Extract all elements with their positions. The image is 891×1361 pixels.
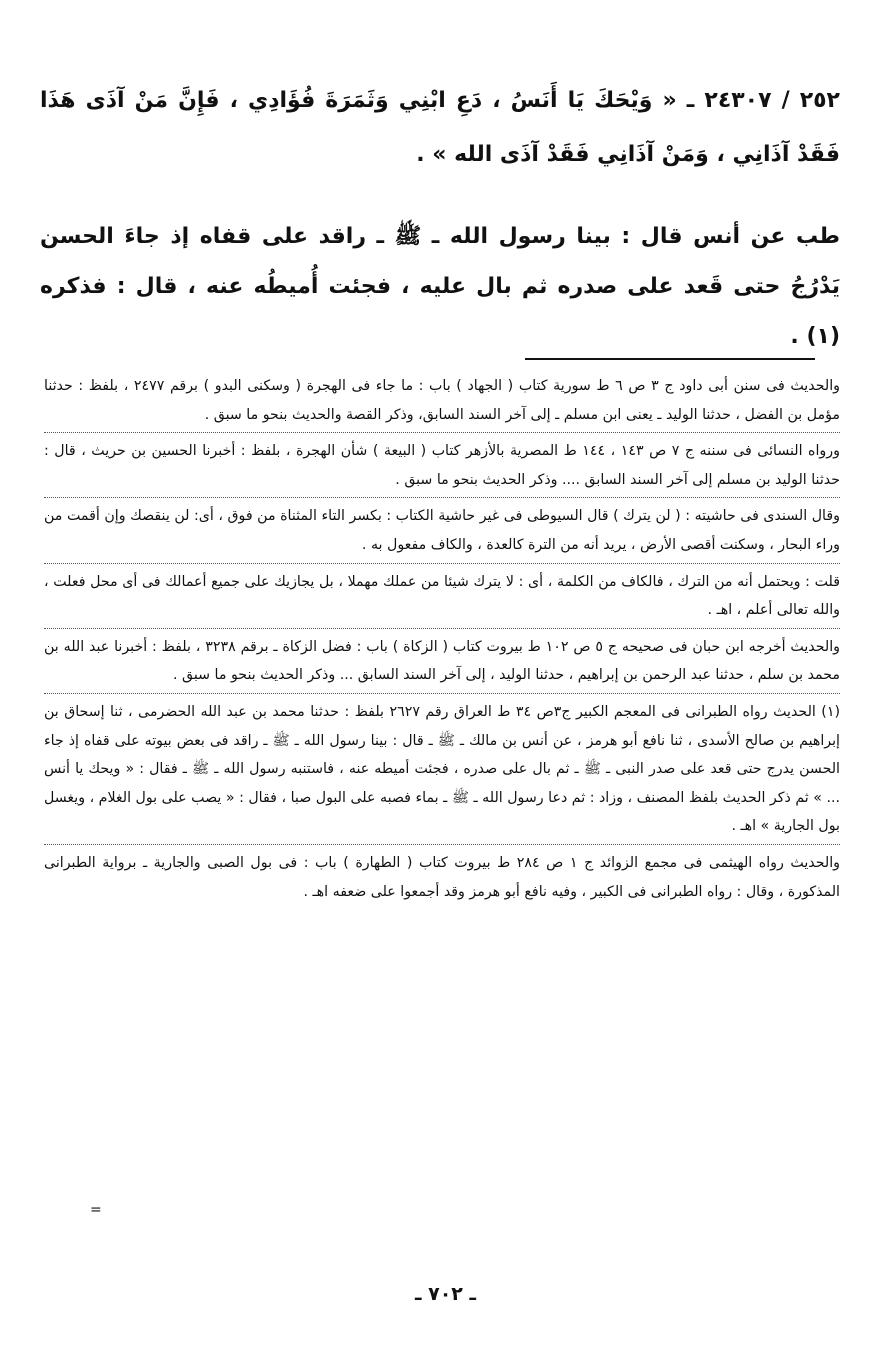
footnote-rule <box>525 358 815 360</box>
footnote-paragraph: والحديث فى سنن أبى داود ج ٣ ص ٦ ط سورية كتاب ( الجهاد ) باب : ما جاء فى الهجرة ( وسكنى البدو ) برقم ٢٤٧٧ ، بلفظ : حدثنا مؤمل بن الفضل ، حدثنا الوليد ـ يعنى ابن مسلم ـ إلى آخر السند السابق، وذكر القصة والحديث بنحو ما سبق . <box>44 378 840 423</box>
hadith-narration: طب عن أنس قال : بينا رسول الله ـ ﷺ ـ راقد على قفاه إذ جاءَ الحسن يَدْرُجُ حتى قَعد على صدره ثم بال عليه ، فجئت أُميطُه عنه ، قال : فذكره (١) . <box>40 224 840 349</box>
footnote-1: (١) الحديث رواه الطبرانى فى المعجم الكبير ج٣ص ٣٤ ط العراق رقم ٢٦٢٧ بلفظ : حدثنا محمد بن عبد الله الحضرمى ، ثنا إسحاق بن إبراهيم بن صالح الأسدى ، ثنا نافع أبو هرمز ، عن أنس بن مالك ـ ﷺ ـ قال : بينا رسول الله ـ ﷺ ـ راقد فى بعض بيوته على قفاه إذ جاء الحسن يدرج حتى قعد على صدر النبى ـ ﷺ ـ ثم بال على صدره ، فجئت أميطه عنه ، فاستنبه رسول الله ـ ﷺ ـ فقال : « ويحك يا أنس ... » ثم ذكر الحديث بلفظ المصنف ، وزاد : ثم دعا رسول الله ـ ﷺ ـ بماء فصبه على البول صبا ، فقال : « يصب على بول الغلام ، ويغسل بول الجارية » اهـ . <box>44 703 841 835</box>
hadith-text: ٢٥٢ / ٢٤٣٠٧ ـ « وَيْحَكَ يَا أَنَسُ ، دَعِ ابْنِي وَثَمَرَةَ فُؤَادِي ، فَإِنَّ مَنْ آذَى هَذَا فَقَدْ آذَانِي ، وَمَنْ آذَانِي فَقَدْ آذَى الله » . <box>40 88 840 167</box>
footnote-paragraph: قلت : ويحتمل أنه من الترك ، فالكاف من الكلمة ، أى : لا يترك شيئا من عملك مهملا ، بل يجازيك على جميع أعمالك فى أى محل فعلت ، والله تعالى أعلم ، اهـ . <box>44 573 840 619</box>
paragraph-divider <box>44 628 840 629</box>
page-number: ـ ٧٠٢ ـ <box>414 1283 476 1305</box>
paragraph-divider <box>44 844 840 845</box>
footnotes <box>44 372 840 906</box>
footnote-paragraph: والحديث رواه الهيثمى فى مجمع الزوائد ج ١ ص ٢٨٤ ط بيروت كتاب ( الطهارة ) باب : فى بول الصبى والجارية ـ برواية الطبرانى المذكورة ، وقال : رواه الطبرانى فى الكبير ، وفيه نافع أبو هرمز وقد أجمعوا على ضعفه اهـ . <box>44 854 840 900</box>
paragraph-divider <box>44 693 840 694</box>
continuation-mark: = <box>90 1202 102 1218</box>
paragraph-divider <box>44 563 840 564</box>
footnote-paragraph: ورواه النسائى فى سننه ج ٧ ص ١٤٣ ، ١٤٤ ط المصرية بالأزهر كتاب ( البيعة ) شأن الهجرة ، بلفظ : أخبرنا الحسين بن حريث ، قال : حدثنا الوليد بن مسلم إلى آخر السند السابق .... وذكر الحديث بنحو ما سبق . <box>44 443 840 488</box>
paragraph-divider <box>44 432 840 433</box>
main-text <box>40 74 840 362</box>
footnote-paragraph: وقال السندى فى حاشيته : ( لن يترك ) قال السيوطى فى غير حاشية الكتاب : بكسر التاء المثناة من فوق ، أى: لن ينقصك وإن أقمت من وراء البحار ، وسكنت أقصى الأرض ، يريد أنه من الترة كالعدة ، والكاف مفعول به . <box>44 508 840 553</box>
paragraph-divider <box>44 497 840 498</box>
footnote-paragraph: والحديث أخرجه ابن حبان فى صحيحه ج ٥ ص ١٠٢ ط بيروت كتاب ( الزكاة ) باب : فضل الزكاة ـ برقم ٣٢٣٨ ، بلفظ : أخبرنا عبد الله بن محمد بن سلم ، حدثنا عبد الرحمن بن إبراهيم ، حدثنا الوليد ، إلى آخر السند السابق ... وذكر الحديث بنحو ما سبق . <box>44 638 840 684</box>
